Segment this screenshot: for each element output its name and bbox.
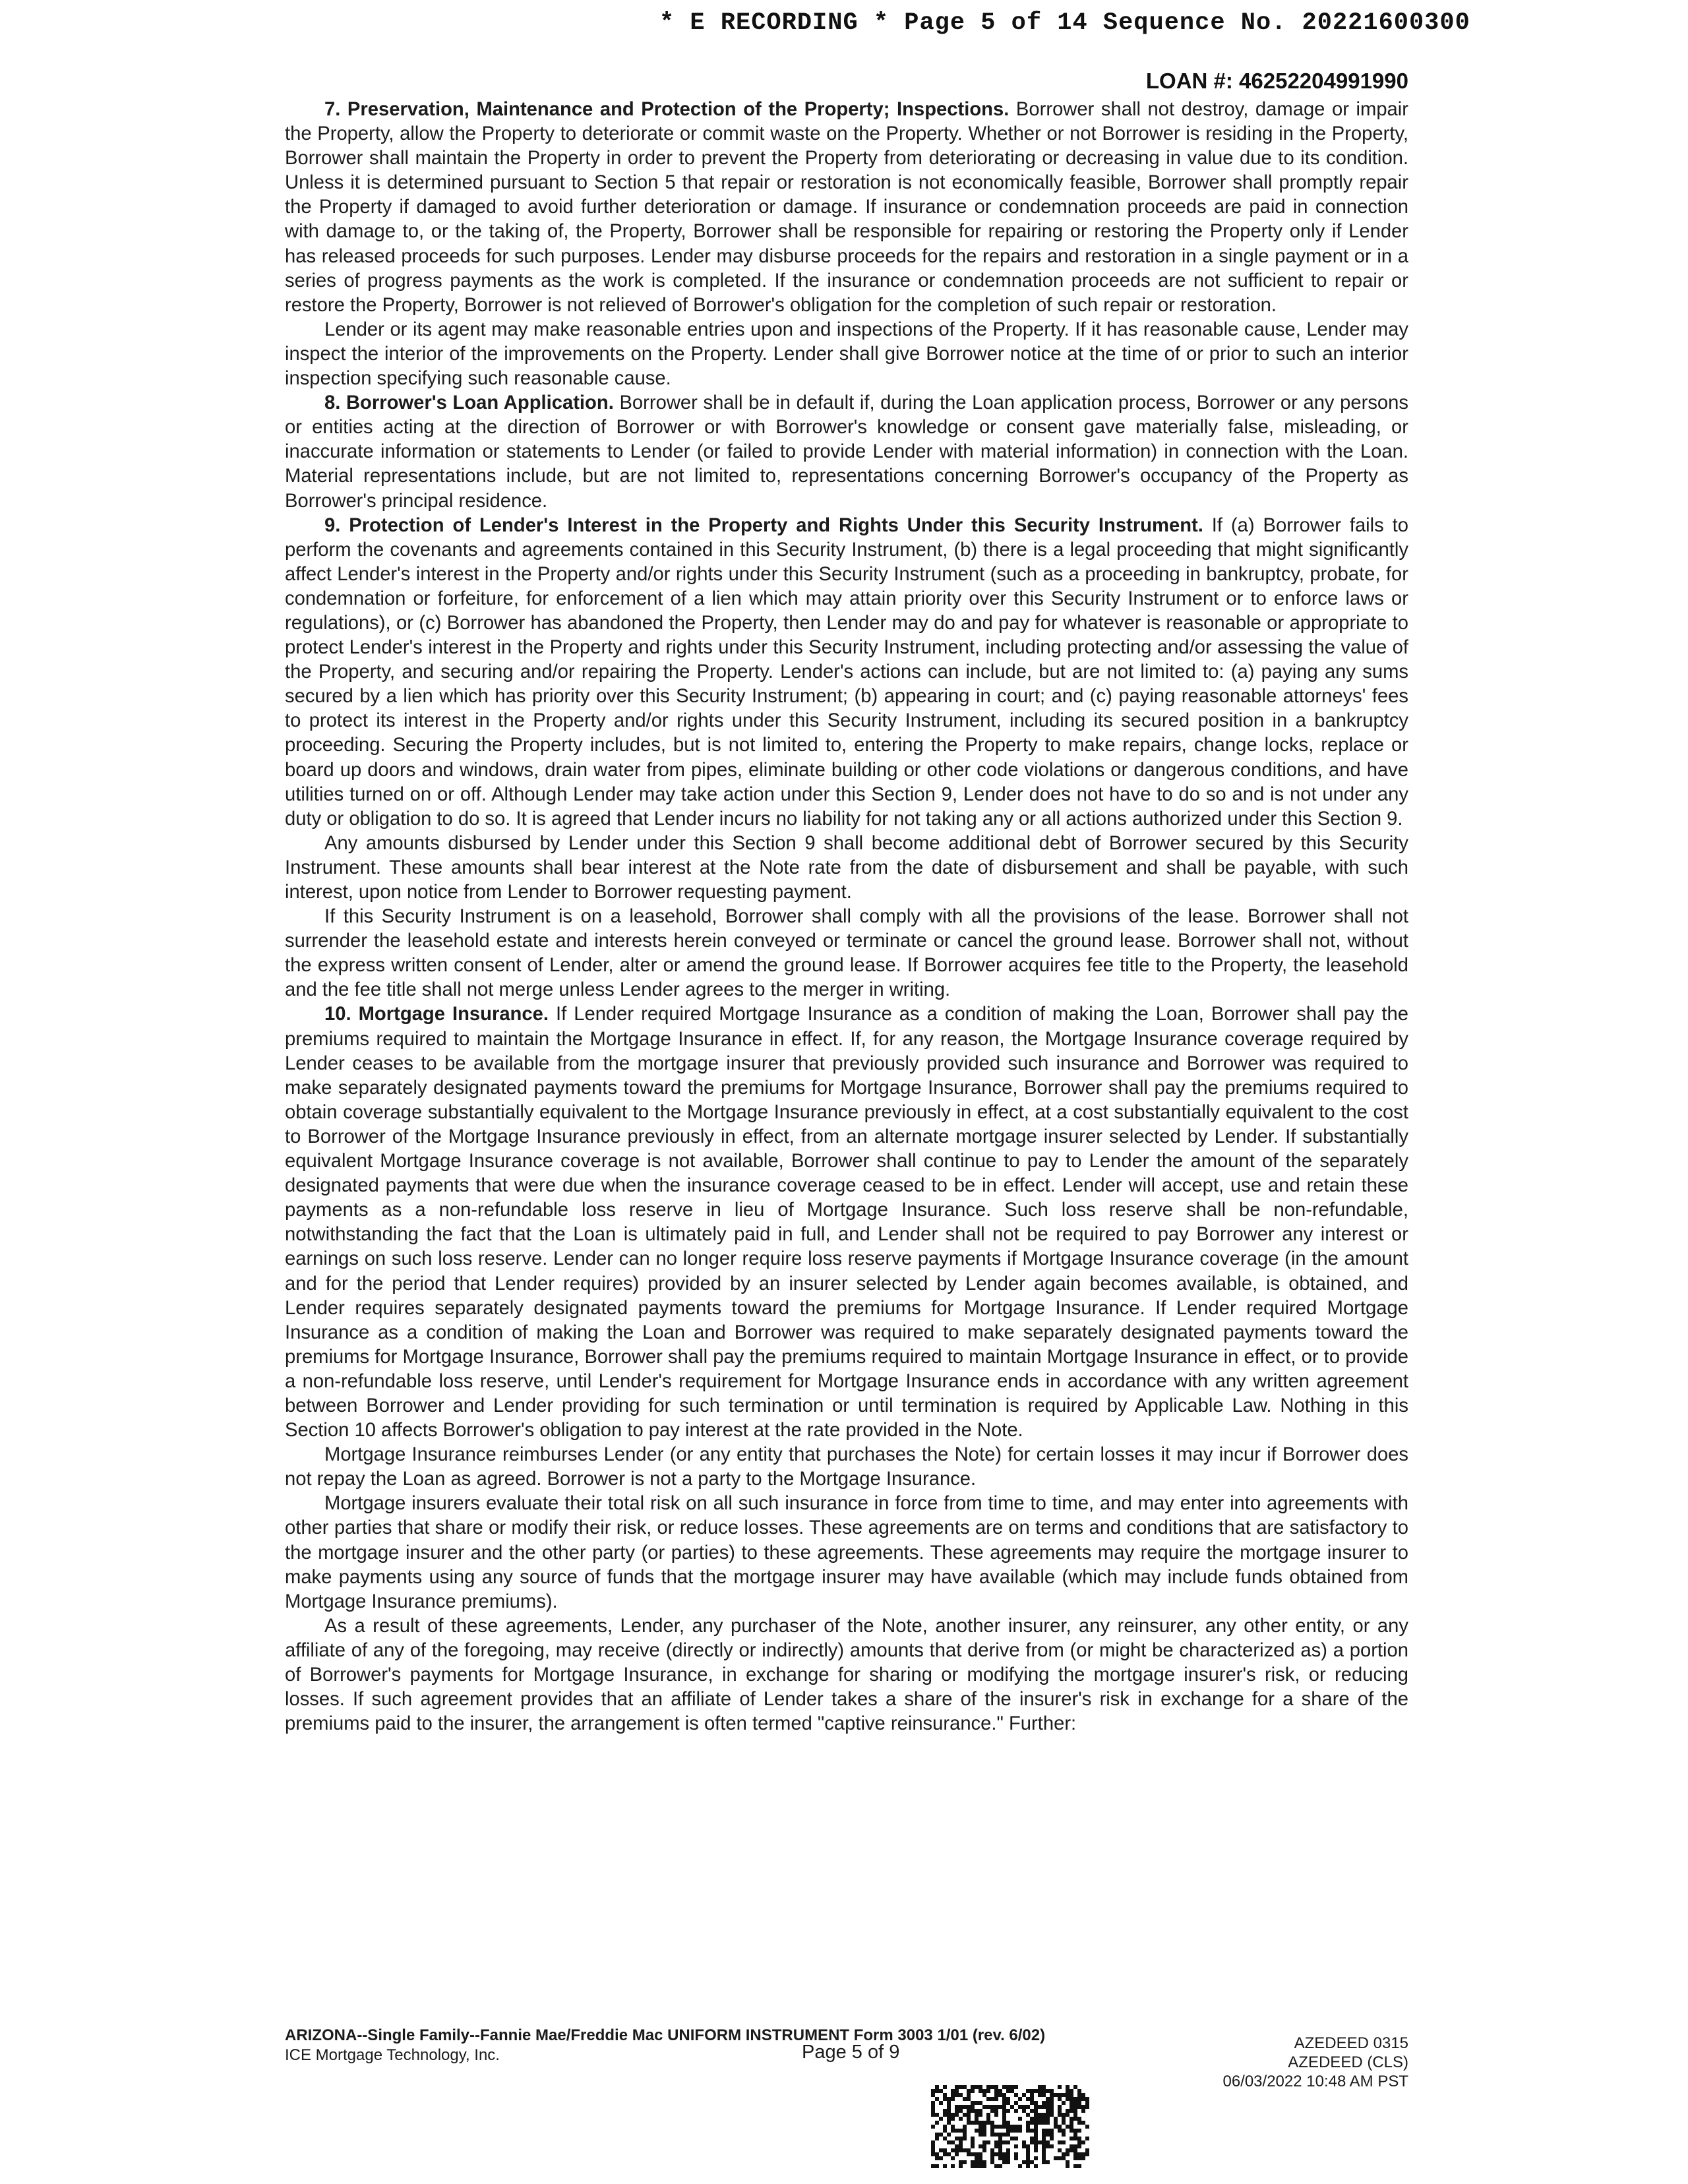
section-10-text: If Lender required Mortgage Insurance as a condition of making the Loan, Borrower shall pay the premiums required to maintain the Mortgage Insurance in effect. If, for any reason, the Mortgage Insurance coverage required by Lender ceases to be available from the mortgage insurer that previously provided such insurance and Borrower was required to make separately designated payments toward the premiums for Mortgage Insurance, Borrower shall pay the premiums required to obtain coverage substantially equivalent to the Mortgage Insurance previously in effect, at a cost substantially equivalent to the cost to Borrower of the Mortgage Insurance previously in effect, from an alternate mortgage insurer selected by Lender. If substantially equivalent Mortgage Insurance coverage is not available, Borrower shall continue to pay to Lender the amount of the separately designated payments that were due when the insurance coverage ceased to be in effect. Lender will accept, use and retain these payments as a non-refundable loss reserve in lieu of Mortgage Insurance. Such loss reserve shall be non-refundable, notwithstanding the fact that the Loan is ultimately paid in full, and Lender shall not be required to pay Borrower any interest or earnings on such loss reserve. Lender can no longer require loss reserve payments if Mortgage Insurance coverage (in the amount and for the period that Lender requires) provided by an insurer selected by Lender again becomes available, is obtained, and Lender requires separately designated payments toward the premiums for Mortgage Insurance. If Lender required Mortgage Insurance as a condition of making the Loan and Borrower was required to make separately designated payments toward the premiums for Mortgage Insurance, Borrower shall pay the premiums required to maintain Mortgage Insurance in effect, or to provide a non-refundable loss reserve, until Lender's requirement for Mortgage Insurance ends in accordance with any written agreement between Borrower and Lender providing for such termination or until termination is required by Applicable Law. Nothing in this Section 10 affects Borrower's obligation to pay interest at the rate provided in the Note. (285, 1004, 1408, 1441)
footer-company: ICE Mortgage Technology, Inc. (285, 2046, 500, 2064)
section-10-heading: 10. Mortgage Insurance. (324, 1004, 549, 1025)
section-8 (285, 391, 1408, 513)
section-7-heading: 7. Preservation, Maintenance and Protection of the Property; Inspections. (324, 99, 1010, 120)
section-9-paragraph-2: Any amounts disbursed by Lender under this Section 9 shall become additional debt of Borrower secured by this Security Instrument. These amounts shall bear interest at the Note rate from the date of disbursement and shall be payable, with such interest, upon notice from Lender to Borrower requesting payment. (285, 832, 1408, 903)
footer-page-number: Page 5 of 9 (802, 2042, 900, 2063)
footer-codes (1222, 2034, 1408, 2091)
footer-code-2: AZEDEED (CLS) (1288, 2053, 1408, 2071)
section-8-text: Borrower shall be in default if, during the Loan application process, Borrower or any persons or entities acting at the direction of Borrower or with Borrower's knowledge or consent gave materially false, misleading, or inaccurate information or statements to Lender (or failed to provide Lender with material information) in connection with the Loan. Material representations include, but are not limited to, representations concerning Borrower's occupancy of the Property as Borrower's principal residence. (285, 392, 1408, 512)
footer-code-1: AZEDEED 0315 (1294, 2034, 1408, 2052)
document-body (285, 98, 1408, 1736)
section-9 (285, 514, 1408, 832)
recording-header: * E RECORDING * Page 5 of 14 Sequence No. 20221600300 (659, 9, 1470, 37)
section-10-paragraph-2: Mortgage Insurance reimburses Lender (or any entity that purchases the Note) for certain losses it may incur if Borrower does not repay the Loan as agreed. Borrower is not a party to the Mortgage Insurance. (285, 1444, 1408, 1490)
section-9-text: If (a) Borrower fails to perform the covenants and agreements contained in this Security Instrument, (b) there is a legal proceeding that might significantly affect Lender's interest in the Property and/or rights under this Security Instrument (such as a proceeding in bankruptcy, probate, for condemnation or forfeiture, for enforcement of a lien which may attain priority over this Security Instrument or to enforce laws or regulations), or (c) Borrower has abandoned the Property, then Lender may do and pay for whatever is reasonable or appropriate to protect Lender's interest in the Property and rights under this Security Instrument, including protecting and/or assessing the value of the Property, and securing and/or repairing the Property. Lender's actions can include, but are not limited to: (a) paying any sums secured by a lien which has priority over this Security Instrument; (b) appearing in court; and (c) paying reasonable attorneys' fees to protect its interest in the Property and/or rights under this Security Instrument, including its secured position in a bankruptcy proceeding. Securing the Property includes, but is not limited to, entering the Property to make repairs, change locks, replace or board up doors and windows, drain water from pipes, eliminate building or other code violations or dangerous conditions, and have utilities turned on or off. Although Lender may take action under this Section 9, Lender does not have to do so and is not under any duty or obligation to do so. It is agreed that Lender incurs no liability for not taking any or all actions authorized under this Section 9. (285, 514, 1408, 830)
section-9-heading: 9. Protection of Lender's Interest in the Property and Rights Under this Security Instrument. (324, 514, 1203, 536)
section-9-paragraph-3: If this Security Instrument is on a leasehold, Borrower shall comply with all the provisions of the lease. Borrower shall not surrender the leasehold estate and interests herein conveyed or terminate or cancel the ground lease. Borrower shall not, without the express written consent of Lender, alter or amend the ground lease. If Borrower acquires fee title to the Property, the leasehold and the fee title shall not merge unless Lender agrees to the merger in writing. (285, 906, 1408, 1001)
section-7-paragraph-2: Lender or its agent may make reasonable entries upon and inspections of the Property. If it has reasonable cause, Lender may inspect the interior of the improvements on the Property. Lender shall give Borrower notice at the time of or prior to such an interior inspection specifying such reasonable cause. (285, 318, 1408, 390)
section-7 (285, 98, 1408, 318)
loan-number: LOAN #: 46252204991990 (1145, 69, 1408, 93)
section-10-paragraph-3: Mortgage insurers evaluate their total risk on all such insurance in force from time to time, and may enter into agreements with other parties that share or modify their risk, or reduce losses. These agreements are on terms and conditions that are satisfactory to the mortgage insurer and the other party (or parties) to these agreements. These agreements may require the mortgage insurer to make payments using any source of funds that the mortgage insurer may have available (which may include funds obtained from Mortgage Insurance premiums). (285, 1493, 1408, 1612)
footer-form-line: ARIZONA--Single Family--Fannie Mae/Freddie Mac UNIFORM INSTRUMENT Form 3003 1/01 (rev. 6/02) (285, 2026, 1046, 2044)
footer-timestamp: 06/03/2022 10:48 AM PST (1222, 2073, 1408, 2090)
qr-code-icon (931, 2084, 1089, 2169)
section-10-paragraph-4: As a result of these agreements, Lender, any purchaser of the Note, another insurer, any reinsurer, any other entity, or any affiliate of any of the foregoing, may receive (directly or indirectly) amounts that derive from (or might be characterized as) a portion of Borrower's payments for Mortgage Insurance, in exchange for sharing or modifying the mortgage insurer's risk, or reducing losses. If such agreement provides that an affiliate of Lender takes a share of the insurer's risk in exchange for a share of the premiums paid to the insurer, the arrangement is often termed "captive reinsurance." Further: (285, 1615, 1408, 1735)
section-10 (285, 1002, 1408, 1443)
section-7-text: Borrower shall not destroy, damage or impair the Property, allow the Property to deteriorate or commit waste on the Property. Whether or not Borrower is residing in the Property, Borrower shall maintain the Property in order to prevent the Property from deteriorating or decreasing in value due to its condition. Unless it is determined pursuant to Section 5 that repair or restoration is not economically feasible, Borrower shall promptly repair the Property if damaged to avoid further deterioration or damage. If insurance or condemnation proceeds are paid in connection with damage to, or the taking of, the Property, Borrower shall be responsible for repairing or restoring the Property only if Lender has released proceeds for such purposes. Lender may disburse proceeds for the repairs and restoration in a single payment or in a series of progress payments as the work is completed. If the insurance or condemnation proceeds are not sufficient to repair or restore the Property, Borrower is not relieved of Borrower's obligation for the completion of such repair or restoration. (285, 99, 1408, 316)
section-8-heading: 8. Borrower's Loan Application. (324, 392, 614, 414)
footer-form-info (285, 2026, 1208, 2065)
